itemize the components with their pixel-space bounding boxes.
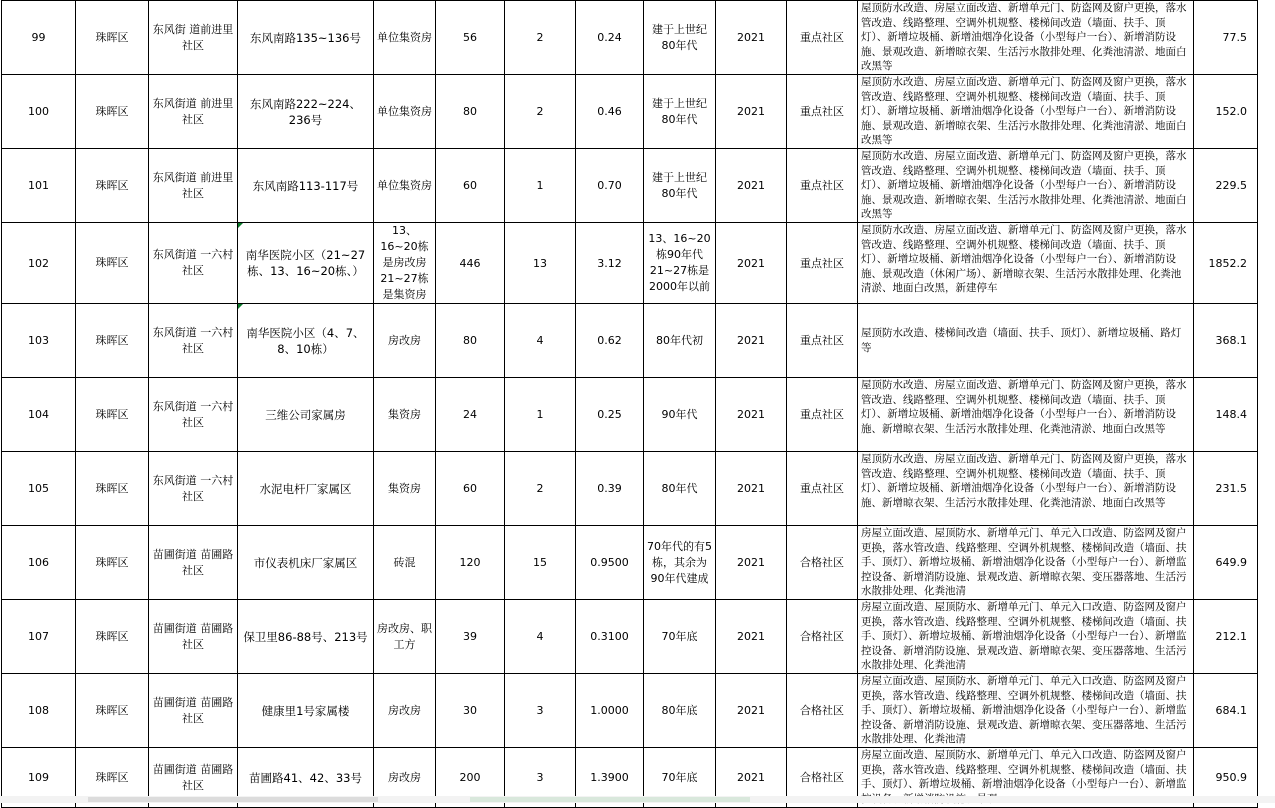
cell-housing-type[interactable]: 房改房、职工方 — [374, 600, 436, 674]
renovation-content-text: 屋顶防水改造、房屋立面改造、新增单元门、防盗网及窗户更换，落水管改造、线路整理、空调外机规整、楼梯间改造（墙面、扶手、顶灯）、新增垃圾桶、新增油烟净化设备（小型每户一台）、新增消防设施、景观改造、新增晾衣架、生活污水散排处理、化粪池清淤、地面白改黑等 — [861, 2, 1187, 73]
cell-no[interactable]: 109 — [2, 748, 76, 808]
cell-district[interactable]: 珠晖区 — [76, 304, 149, 378]
cell-investment[interactable]: 950.9 — [1194, 748, 1258, 808]
cell-housing-type[interactable]: 砖混 — [374, 526, 436, 600]
renovation-content-text: 房屋立面改造、屋顶防水、新增单元门、单元入口改造、防盗网及窗户更换，落水管改造、线路整理、空调外机规整、楼梯间改造（墙面、扶手、顶灯）、新增垃圾桶、新增油烟净化设备（小型每户一台）、新增监控设备、新增消防设施、景观改造、新增晾衣架、变压器落地、生活污水散排处理、化粪池清 — [861, 527, 1187, 598]
cell-housing-type[interactable]: 房改房 — [374, 304, 436, 378]
cell-housing-type[interactable]: 集资房 — [374, 378, 436, 452]
renovation-content-text: 屋顶防水改造、房屋立面改造、新增单元门、防盗网及窗户更换，落水管改造、线路整理、空调外机规整、楼梯间改造（墙面、扶手、顶灯）、新增垃圾桶、新增油烟净化设备（小型每户一台）、新增消防设施、新增晾衣架、生活污水散排处理、化粪池清淤、地面白改黑等 — [861, 379, 1187, 435]
cell-area[interactable]: 0.62 — [576, 304, 644, 378]
cell-no[interactable]: 106 — [2, 526, 76, 600]
cell-district[interactable]: 珠晖区 — [76, 378, 149, 452]
cell-renovation-content[interactable] — [858, 1, 1194, 75]
cell-district[interactable]: 珠晖区 — [76, 223, 149, 304]
cell-category[interactable]: 重点社区 — [787, 1, 858, 75]
cell-households[interactable]: 24 — [436, 378, 505, 452]
cell-households[interactable]: 56 — [436, 1, 505, 75]
table-row — [2, 149, 1258, 223]
cell-category[interactable]: 重点社区 — [787, 378, 858, 452]
cell-households[interactable]: 80 — [436, 304, 505, 378]
cell-year[interactable]: 2021 — [716, 304, 787, 378]
cell-street[interactable]: 苗圃街道 苗圃路社区 — [149, 674, 238, 748]
renovation-content-text: 屋顶防水改造、房屋立面改造、新增单元门、防盗网及窗户更换，落水管改造、线路整理、空调外机规整、楼梯间改造（墙面、扶手、顶灯）、新增垃圾桶、新增油烟净化设备（小型每户一台）、新增消防设施、景观改造、新增晾衣架、生活污水散排处理、化粪池清淤、地面白改黑等 — [861, 76, 1187, 147]
cell-renovation-content[interactable] — [858, 223, 1194, 304]
cell-buildings[interactable]: 3 — [505, 674, 576, 748]
cell-community-name[interactable]: 苗圃路41、42、33号 — [238, 748, 374, 808]
renovation-content-text: 屋顶防水改造、房屋立面改造、新增单元门、防盗网及窗户更换，落水管改造、线路整理、空调外机规整、楼梯间改造（墙面、扶手、顶灯）、新增垃圾桶、新增油烟净化设备（小型每户一台）、新增消防设施、新增晾衣架、生活污水散排处理、化粪池清淤、地面白改黑等 — [861, 453, 1187, 509]
renovation-content-text: 屋顶防水改造、房屋立面改造、新增单元门、防盗网及窗户更换，落水管改造、线路整理、空调外机规整、楼梯间改造（墙面、扶手、顶灯）、新增垃圾桶、新增油烟净化设备（小型每户一台）、新增消防设施、景观改造（休闲广场）、新增晾衣架、生活污水散排处理、化粪池清淤、地面白改黑，新建停车 — [861, 224, 1187, 295]
cell-build-age[interactable]: 80年底 — [644, 674, 716, 748]
cell-category[interactable]: 重点社区 — [787, 75, 858, 149]
cell-year[interactable]: 2021 — [716, 223, 787, 304]
cell-no[interactable]: 102 — [2, 223, 76, 304]
table-row — [2, 223, 1258, 304]
cell-investment[interactable]: 684.1 — [1194, 674, 1258, 748]
cell-year[interactable]: 2021 — [716, 452, 787, 526]
cell-renovation-content[interactable] — [858, 75, 1194, 149]
renovation-content-text: 房屋立面改造、屋顶防水、新增单元门、单元入口改造、防盗网及窗户更换，落水管改造、线路整理、空调外机规整、楼梯间改造（墙面、扶手、顶灯）、新增垃圾桶、新增油烟净化设备（小型每户一台）、新增监控设备、新增消防设施、景观改造、新增晾衣架、变压器落地、生活污水散排处理、化粪池清 — [861, 601, 1187, 672]
cell-housing-type[interactable]: 单位集资房 — [374, 75, 436, 149]
cell-street[interactable]: 东风街 道前进里社区 — [149, 1, 238, 75]
cell-no[interactable]: 108 — [2, 674, 76, 748]
cell-community-name[interactable]: 保卫里86-88号、213号 — [238, 600, 374, 674]
cell-district[interactable]: 珠晖区 — [76, 149, 149, 223]
cell-year[interactable]: 2021 — [716, 600, 787, 674]
cell-build-age[interactable]: 90年代 — [644, 378, 716, 452]
cell-area[interactable]: 0.39 — [576, 452, 644, 526]
cell-year[interactable]: 2021 — [716, 378, 787, 452]
cell-category[interactable]: 合格社区 — [787, 526, 858, 600]
cell-households[interactable]: 30 — [436, 674, 505, 748]
table-row — [2, 452, 1258, 526]
cell-renovation-content[interactable] — [858, 674, 1194, 748]
cell-households[interactable]: 39 — [436, 600, 505, 674]
cell-build-age[interactable]: 80年代 — [644, 452, 716, 526]
cell-street[interactable]: 东风街道 一六村社区 — [149, 223, 238, 304]
table-row — [2, 1, 1258, 75]
cell-district[interactable]: 珠晖区 — [76, 1, 149, 75]
cell-no[interactable]: 107 — [2, 600, 76, 674]
cell-buildings[interactable]: 1 — [505, 149, 576, 223]
cell-area[interactable]: 0.25 — [576, 378, 644, 452]
cell-area[interactable]: 0.9500 — [576, 526, 644, 600]
table-row — [2, 674, 1258, 748]
renovation-content-text: 房屋立面改造、屋顶防水、新增单元门、单元入口改造、防盗网及窗户更换，落水管改造、线路整理、空调外机规整、楼梯间改造（墙面、扶手、顶灯）、新增垃圾桶、新增油烟净化设备（小型每户一台）、新增监控设备、新增消防设施、景观改造、新增晾衣架、变压器落地、生活污水散排处理、化粪池清 — [861, 675, 1187, 746]
cell-investment[interactable]: 1852.2 — [1194, 223, 1258, 304]
cell-community-name[interactable]: 水泥电杆厂家属区 — [238, 452, 374, 526]
cell-renovation-content[interactable] — [858, 149, 1194, 223]
cell-buildings[interactable]: 13 — [505, 223, 576, 304]
cell-households[interactable]: 60 — [436, 452, 505, 526]
cell-community-name[interactable]: 东风南路135~136号 — [238, 1, 374, 75]
cell-buildings[interactable]: 3 — [505, 748, 576, 808]
cell-build-age[interactable]: 建于上世纪80年代 — [644, 149, 716, 223]
cell-community-name[interactable]: 东风南路222~224、236号 — [238, 75, 374, 149]
cell-street[interactable]: 东风街道 前进里社区 — [149, 75, 238, 149]
cell-build-age[interactable]: 80年代初 — [644, 304, 716, 378]
cell-households[interactable]: 446 — [436, 223, 505, 304]
cell-buildings[interactable]: 15 — [505, 526, 576, 600]
table-row — [2, 75, 1258, 149]
cell-community-name[interactable]: 东风南路113-117号 — [238, 149, 374, 223]
cell-investment[interactable]: 231.5 — [1194, 452, 1258, 526]
table-row — [2, 378, 1258, 452]
cell-street[interactable]: 苗圃街道 苗圃路社区 — [149, 526, 238, 600]
cell-street[interactable]: 东风街道 一六村社区 — [149, 378, 238, 452]
cell-community-name[interactable]: 市仪表机床厂家属区 — [238, 526, 374, 600]
cell-district[interactable]: 珠晖区 — [76, 674, 149, 748]
cell-street[interactable]: 东风街道 一六村社区 — [149, 452, 238, 526]
cell-households[interactable]: 120 — [436, 526, 505, 600]
cell-year[interactable]: 2021 — [716, 1, 787, 75]
cell-district[interactable]: 珠晖区 — [76, 75, 149, 149]
cell-year[interactable]: 2021 — [716, 75, 787, 149]
cell-year[interactable]: 2021 — [716, 674, 787, 748]
cell-category[interactable]: 合格社区 — [787, 748, 858, 808]
cell-community-name[interactable]: 健康里1号家属楼 — [238, 674, 374, 748]
cell-buildings[interactable]: 4 — [505, 304, 576, 378]
cell-area[interactable]: 3.12 — [576, 223, 644, 304]
cell-buildings[interactable]: 2 — [505, 452, 576, 526]
cell-area[interactable]: 0.3100 — [576, 600, 644, 674]
cell-housing-type[interactable]: 房改房 — [374, 748, 436, 808]
cell-build-age[interactable]: 13、16~20栋90年代21~27栋是2000年以前 — [644, 223, 716, 304]
table-row — [2, 600, 1258, 674]
cell-buildings[interactable]: 2 — [505, 75, 576, 149]
cell-households[interactable]: 80 — [436, 75, 505, 149]
cell-community-name[interactable]: 南华医院小区（4、7、8、10栋） — [238, 304, 374, 378]
cell-area[interactable]: 1.3900 — [576, 748, 644, 808]
cell-renovation-content[interactable] — [858, 452, 1194, 526]
cell-category[interactable]: 合格社区 — [787, 600, 858, 674]
cell-buildings[interactable]: 4 — [505, 600, 576, 674]
cell-investment[interactable]: 77.5 — [1194, 1, 1258, 75]
cell-street[interactable]: 苗圃街道 苗圃路社区 — [149, 600, 238, 674]
cell-no[interactable]: 100 — [2, 75, 76, 149]
cell-housing-type[interactable]: 集资房 — [374, 452, 436, 526]
strip-segment — [470, 797, 750, 802]
cell-year[interactable]: 2021 — [716, 748, 787, 808]
cell-district[interactable]: 珠晖区 — [76, 600, 149, 674]
cell-renovation-content[interactable] — [858, 526, 1194, 600]
cell-year[interactable]: 2021 — [716, 526, 787, 600]
cell-investment[interactable]: 229.5 — [1194, 149, 1258, 223]
cell-build-age[interactable]: 70年底 — [644, 748, 716, 808]
table-row — [2, 304, 1258, 378]
cell-area[interactable]: 0.46 — [576, 75, 644, 149]
cell-housing-type[interactable]: 单位集资房 — [374, 149, 436, 223]
cell-street[interactable]: 苗圃街道 苗圃路社区 — [149, 748, 238, 808]
cell-no[interactable]: 105 — [2, 452, 76, 526]
cell-area[interactable]: 0.70 — [576, 149, 644, 223]
cell-investment[interactable]: 212.1 — [1194, 600, 1258, 674]
cell-housing-type[interactable]: 房改房 — [374, 674, 436, 748]
cell-buildings[interactable]: 1 — [505, 378, 576, 452]
cell-category[interactable]: 重点社区 — [787, 452, 858, 526]
renovation-content-text: 房屋立面改造、屋顶防水、新增单元门、单元入口改造、防盗网及窗户更换，落水管改造、线路整理、空调外机规整、楼梯间改造（墙面、扶手、顶灯）、新增垃圾桶、新增油烟净化设备（小型每户一台）、新增监 — [861, 749, 1187, 791]
cell-year[interactable]: 2021 — [716, 149, 787, 223]
cell-build-age[interactable]: 建于上世纪80年代 — [644, 1, 716, 75]
cell-no[interactable]: 101 — [2, 149, 76, 223]
cell-community-name[interactable]: 南华医院小区（21~27栋、13、16~20栋、） — [238, 223, 374, 304]
cell-category[interactable]: 重点社区 — [787, 304, 858, 378]
cell-district[interactable]: 珠晖区 — [76, 452, 149, 526]
cell-street[interactable]: 东风街道 前进里社区 — [149, 149, 238, 223]
cell-no[interactable]: 103 — [2, 304, 76, 378]
cell-households[interactable]: 60 — [436, 149, 505, 223]
data-table — [1, 0, 1258, 808]
cell-district[interactable]: 珠晖区 — [76, 748, 149, 808]
cell-build-age[interactable]: 70年底 — [644, 600, 716, 674]
cell-no[interactable]: 104 — [2, 378, 76, 452]
cell-category[interactable]: 合格社区 — [787, 674, 858, 748]
renovation-content-text: 屋顶防水改造、楼梯间改造（墙面、扶手、顶灯）、新增垃圾桶、路灯等 — [861, 326, 1182, 354]
cell-area[interactable]: 0.24 — [576, 1, 644, 75]
cell-street[interactable]: 东风街道 一六村社区 — [149, 304, 238, 378]
cell-community-name[interactable]: 三维公司家属房 — [238, 378, 374, 452]
cell-renovation-content[interactable] — [858, 600, 1194, 674]
cell-renovation-content[interactable] — [858, 304, 1194, 378]
cell-no[interactable]: 99 — [2, 1, 76, 75]
cell-build-age[interactable]: 70年代的有5栋，其余为90年代建成 — [644, 526, 716, 600]
cell-district[interactable]: 珠晖区 — [76, 526, 149, 600]
cell-housing-type[interactable]: 单位集资房 — [374, 1, 436, 75]
cell-households[interactable]: 200 — [436, 748, 505, 808]
cell-buildings[interactable]: 2 — [505, 1, 576, 75]
cell-investment[interactable]: 649.9 — [1194, 526, 1258, 600]
cell-housing-type[interactable]: 13、16~20栋是房改房21~27栋是集资房 — [374, 223, 436, 304]
cell-category[interactable]: 重点社区 — [787, 149, 858, 223]
cell-build-age[interactable]: 建于上世纪80年代 — [644, 75, 716, 149]
cell-investment[interactable]: 152.0 — [1194, 75, 1258, 149]
cell-category[interactable]: 重点社区 — [787, 223, 858, 304]
cell-renovation-content[interactable] — [858, 378, 1194, 452]
table-row — [2, 526, 1258, 600]
cell-investment[interactable]: 148.4 — [1194, 378, 1258, 452]
sheet-bottom-scroll-strip[interactable] — [0, 796, 1275, 803]
cell-investment[interactable]: 368.1 — [1194, 304, 1258, 378]
strip-segment — [88, 797, 378, 802]
cell-area[interactable]: 1.0000 — [576, 674, 644, 748]
renovation-content-text: 屋顶防水改造、房屋立面改造、新增单元门、防盗网及窗户更换，落水管改造、线路整理、空调外机规整、楼梯间改造（墙面、扶手、顶灯）、新增垃圾桶、新增油烟净化设备（小型每户一台）、新增消防设施、景观改造、新增晾衣架、生活污水散排处理、化粪池清淤、地面白改黑等 — [861, 150, 1187, 221]
